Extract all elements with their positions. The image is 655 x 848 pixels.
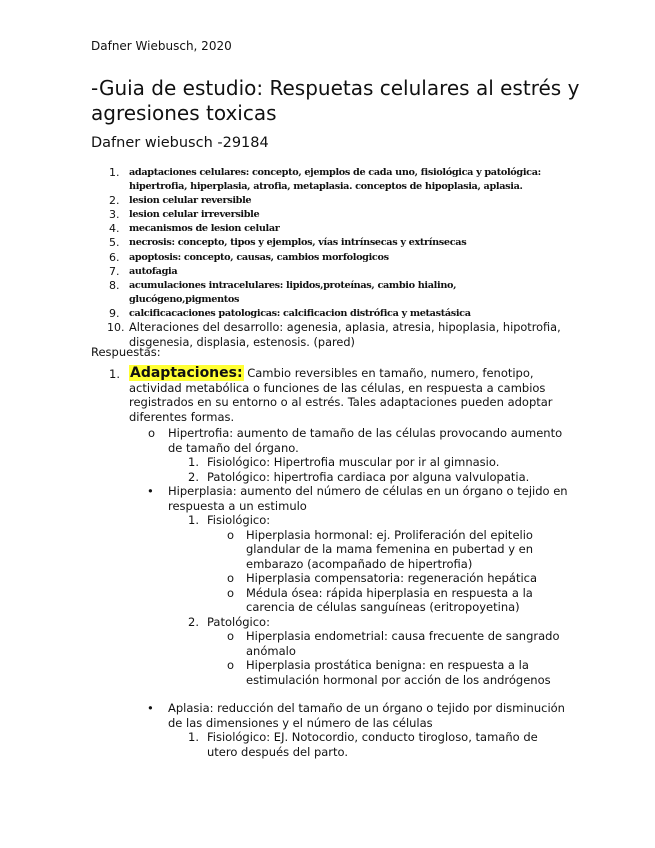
topic-item: 2. lesion celular reversible <box>109 194 252 208</box>
hipertrofia-subitem: 1. Fisiológico: Hipertrofia muscular por ir al gimnasio. <box>188 455 500 469</box>
study-topics-list <box>91 166 561 350</box>
circle-bullet-icon: o <box>148 426 156 440</box>
page-header: Dafner Wiebusch, 2020 <box>91 39 232 53</box>
circle-bullet-icon: o <box>227 585 235 600</box>
hipertrofia-subitem: 2. Patológico: hipertrofia cardiaca por alguna valvulopatia. <box>188 469 530 484</box>
topic-item: 1. adaptaciones celulares: concepto, ejemplos de cada uno, fisiológica y patológica: hipertrofia, hiperplasia, atrofia, metaplasia. conceptos de hipoplasia, aplasia. <box>109 166 541 193</box>
hiperplasia-fisiologico-subitem: o Médula ósea: rápida hiperplasia en respuesta a la carencia de células sanguíneas (eritropoyetina) <box>227 585 533 614</box>
hiperplasia-patologico-subitem: o Hiperplasia prostática benigna: en respuesta a la estimulación hormonal por acción de los andrógenos <box>227 658 551 687</box>
answer-adaptaciones: 1. Adaptaciones: Cambio reversibles en tamaño, numero, fenotipo, actividad metabólica o funciones de las células, en respuesta a cambios registrados en su entorno o al estrés. Tales adaptaciones pueden adoptar diferentes formas. <box>109 365 553 424</box>
bullet-icon: • <box>147 701 154 715</box>
hiperplasia-item: • Hiperplasia: aumento del número de células en un órgano o tejido en respuesta a un estimulo <box>147 484 568 513</box>
circle-bullet-icon: o <box>227 571 235 585</box>
bullet-icon: • <box>147 484 154 498</box>
hiperplasia-patologico-subitem: o Hiperplasia endometrial: causa frecuente de sangrado anómalo <box>227 629 560 658</box>
aplasia-subitem: 1. Fisiológico: EJ. Notocordio, conducto tirogloso, tamaño de utero después del parto. <box>188 730 538 759</box>
hiperplasia-patologico: 2. Patológico: <box>188 614 270 629</box>
hiperplasia-fisiologico-subitem: o Hiperplasia compensatoria: regeneración hepática <box>227 571 538 585</box>
document-title: -Guia de estudio: Respuetas celulares al estrés y agresiones toxicas <box>91 76 580 125</box>
answers-section <box>91 366 571 759</box>
aplasia-item: • Aplasia: reducción del tamaño de un órgano o tejido por disminución de las dimensiones y el número de las células <box>147 701 565 730</box>
topic-item: 7. autofagia <box>109 264 178 278</box>
hiperplasia-fisiologico: 1. Fisiológico: <box>188 513 271 527</box>
circle-bullet-icon: o <box>227 658 235 672</box>
responses-label: Respuestas: <box>91 345 161 359</box>
circle-bullet-icon: o <box>227 527 235 542</box>
topic-item: 4. mecanismos de lesion celular <box>109 222 280 236</box>
author-subtitle: Dafner wiebusch -29184 <box>91 135 269 151</box>
answer-text: Cambio reversibles en tamaño, numero, fenotipo, actividad metabólica o funciones de las células, en respuesta a cambios registrados en su entorno o al estrés. Tales adaptaciones pueden adoptar diferentes formas. <box>129 366 553 424</box>
topic-item: 6. apoptosis: concepto, causas, cambios morfologicos <box>109 250 389 264</box>
topic-item: 3. lesion celular irreversible <box>109 208 260 222</box>
topic-item: 5. necrosis: concepto, tipos y ejemplos, vías intrínsecas y extrínsecas <box>109 236 467 250</box>
hiperplasia-fisiologico-subitem: o Hiperplasia hormonal: ej. Proliferación del epitelio glandular de la mama femenina en pubertad y en embarazo (acompañado de hipertrofia) <box>227 527 534 571</box>
circle-bullet-icon: o <box>227 629 235 643</box>
highlighted-heading: Adaptaciones: <box>130 365 243 381</box>
topic-item: 8. acumulaciones intracelulares: lipidos,proteínas, cambio hialino, glucógeno,pigmentos <box>109 278 457 305</box>
topic-item: 10. Alteraciones del desarrollo: agenesia, aplasia, atresia, hipoplasia, hipotrofia, disgenesia, displasia, estenosis. (pared) <box>107 321 561 349</box>
hipertrofia-item: o Hipertrofia: aumento de tamaño de las células provocando aumento de tamaño del órgano. <box>148 426 563 455</box>
topic-item: 9. calcificacaciones patologicas: calcificacion distrófica y metastásica <box>109 306 471 320</box>
